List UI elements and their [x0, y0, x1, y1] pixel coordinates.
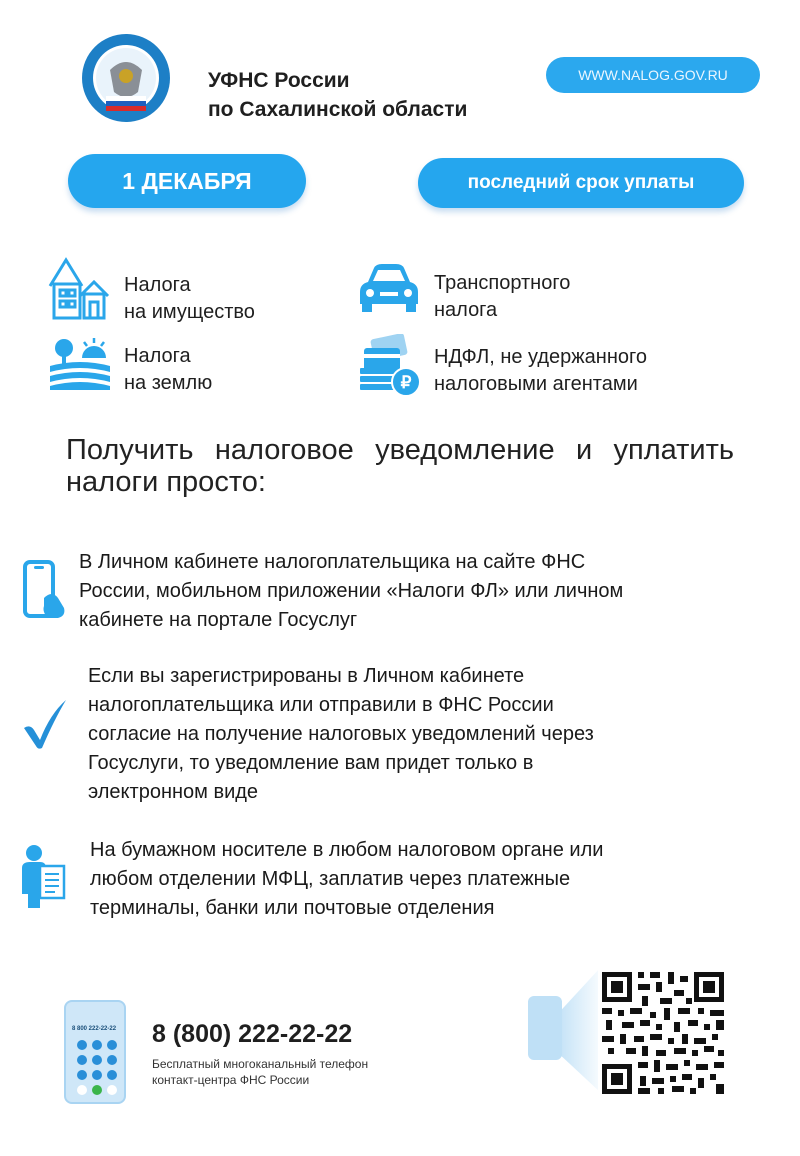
method-paper [90, 836, 603, 923]
method-electronic-line: электронном виде [88, 781, 259, 803]
org-title-line2: по Сахалинской области [208, 98, 468, 121]
smartphone-icon [22, 560, 68, 620]
tax-land-line2: на землю [124, 372, 213, 394]
method-electronic-line: Госуслуги, то уведомление вам придет только в [88, 752, 534, 774]
method-electronic-line: Если вы зарегистрированы в Личном кабинете [88, 665, 525, 687]
svg-text:₽: ₽ [400, 373, 412, 392]
method-paper-line: любом отделении МФЦ, заплатив через платежные [90, 868, 571, 890]
tax-ndfl-line2: налоговыми агентами [434, 373, 638, 395]
method-online-line: В Личном кабинете налогоплательщика на сайте ФНС [79, 551, 586, 573]
heading-word: уведомление [375, 434, 555, 466]
section-heading [66, 434, 734, 498]
qr-code[interactable] [598, 968, 728, 1098]
hotline-description [152, 1056, 368, 1088]
hotline-number[interactable]: 8 (800) 222-22-22 [152, 1020, 353, 1048]
hotline-desc-line2: контакт-центра ФНС России [152, 1073, 310, 1087]
heading-word: уплатить [613, 434, 734, 466]
tax-land-line1: Налога [124, 345, 191, 367]
phone-keypad [77, 1040, 117, 1095]
tax-property-line1: Налога [124, 274, 191, 296]
method-online-line: кабинете на портале Госуслуг [79, 609, 358, 631]
tax-ndfl [434, 344, 647, 398]
deadline-date-badge: 1 ДЕКАБРЯ [68, 154, 306, 208]
hotline-desc-line1: Бесплатный многоканальный телефон [152, 1057, 369, 1071]
cards-ruble-icon [358, 334, 422, 398]
method-online-line: России, мобильном приложении «Налоги ФЛ» или личном [79, 580, 624, 602]
phone-graphic [64, 1000, 126, 1104]
car-icon [358, 262, 420, 314]
website-link[interactable]: WWW.NALOG.GOV.RU [546, 57, 760, 93]
method-online [79, 548, 623, 635]
scan-beam [560, 968, 600, 1092]
person-document-icon [20, 844, 66, 910]
heading-word: налоговое [214, 434, 354, 466]
tax-property [124, 272, 255, 326]
deadline-label-badge: последний срок уплаты [418, 158, 744, 208]
org-title-line1: УФНС России [208, 69, 350, 92]
fns-logo [80, 32, 172, 124]
checkmark-icon [22, 698, 68, 750]
tax-transport-line2: налога [434, 299, 498, 321]
method-electronic [88, 662, 594, 807]
method-electronic-line: налогоплательщика или отправили в ФНС России [88, 694, 554, 716]
phone-screen-number: 8 800 222-22-22 [72, 1026, 117, 1032]
heading-line2: налоги просто: [66, 466, 266, 498]
tax-transport [434, 270, 570, 324]
land-icon [48, 336, 112, 390]
method-paper-line: терминалы, банки или почтовые отделения [90, 897, 495, 919]
tax-transport-line1: Транспортного [434, 272, 571, 294]
tax-land [124, 343, 212, 397]
tax-property-line2: на имущество [124, 301, 255, 323]
house-icon [46, 256, 110, 322]
method-electronic-line: согласие на получение налоговых уведомлений через [88, 723, 594, 745]
scanning-phone-graphic [528, 996, 562, 1060]
org-title [208, 66, 467, 124]
heading-word: Получить [66, 434, 194, 466]
heading-word: и [575, 434, 593, 466]
tax-ndfl-line1: НДФЛ, не удержанного [434, 346, 647, 368]
method-paper-line: На бумажном носителе в любом налоговом органе или [90, 839, 604, 861]
